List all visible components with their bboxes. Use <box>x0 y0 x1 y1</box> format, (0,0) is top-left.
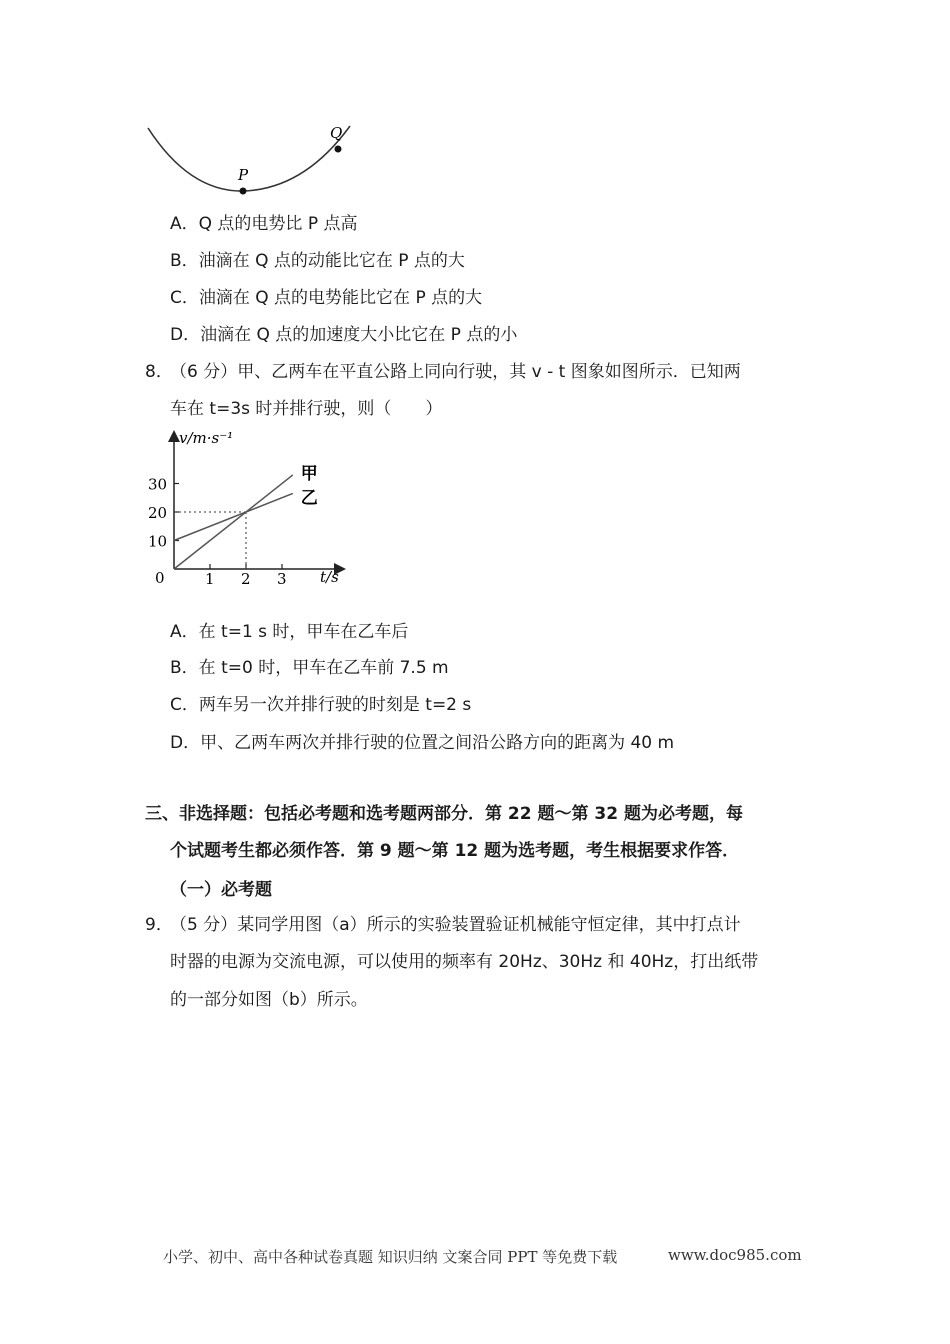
q9-number: 9． <box>145 915 173 935</box>
x-axis-label: t/s <box>320 568 339 585</box>
footer-text: 小学、初中、高中各种试卷真题 知识归纳 文案合同 PPT 等免费下载 <box>163 1248 618 1266</box>
series-label-yi: 乙 <box>300 488 318 509</box>
q9-line2: 时器的电源为交流电源，可以使用的频率有 20Hz、30Hz 和 40Hz，打出纸带 <box>170 952 759 972</box>
y-tick-label: 20 <box>148 504 168 522</box>
footer-url[interactable]: www.doc985.com <box>668 1246 802 1264</box>
series-label-jia: 甲 <box>300 463 318 484</box>
q8-stem-line1: （6 分）甲、乙两车在平直公路上同向行驶，其 v ‑ t 图象如图所示．已知两 <box>170 362 741 382</box>
q8-option-c: C．两车另一次并排行驶的时刻是 t=2 s <box>170 695 472 715</box>
x-tick-label: 2 <box>241 570 251 585</box>
q7-option-b: B．油滴在 Q 点的动能比它在 P 点的大 <box>170 251 465 271</box>
trajectory-curve <box>148 126 350 191</box>
q7-option-c: C．油滴在 Q 点的电势能比它在 P 点的大 <box>170 288 483 308</box>
point-p <box>240 188 247 195</box>
q8-stem-line2: 车在 t=3s 时并排行驶，则（ ） <box>170 399 443 419</box>
curve-figure <box>140 118 360 200</box>
x-tick-label: 3 <box>277 570 287 585</box>
y-axis-label: v/m·s⁻¹ <box>179 429 234 447</box>
q8-number: 8． <box>145 362 173 382</box>
point-q <box>335 146 342 153</box>
y-tick-label: 30 <box>148 475 168 494</box>
y-tick-label: 10 <box>148 532 168 551</box>
q8-option-d: D．甲、乙两车两次并排行驶的位置之间沿公路方向的距离为 40 m <box>170 733 675 753</box>
x-tick-label: 1 <box>205 570 215 585</box>
q9-line3: 的一部分如图（b）所示。 <box>170 990 368 1010</box>
q7-option-d: D．油滴在 Q 点的加速度大小比它在 P 点的小 <box>170 325 518 345</box>
label-q: Q <box>330 124 343 142</box>
q8-option-a: A．在 t=1 s 时，甲车在乙车后 <box>170 622 409 642</box>
q7-option-a: A．Q 点的电势比 P 点高 <box>170 214 358 234</box>
vt-chart <box>145 425 355 585</box>
section3-sub-heading: （一）必考题 <box>170 880 272 900</box>
section3-heading-line1: 三、非选择题：包括必考题和选考题两部分．第 22 题～第 32 题为必考题，每 <box>145 804 743 824</box>
series-line-yi <box>174 493 293 540</box>
q9-line1: （5 分）某同学用图（a）所示的实验装置验证机械能守恒定律，其中打点计 <box>170 915 741 935</box>
series-line-jia <box>174 475 293 569</box>
label-p: P <box>238 166 249 184</box>
origin-label: 0 <box>155 569 165 585</box>
q8-option-b: B．在 t=0 时，甲车在乙车前 7.5 m <box>170 658 449 678</box>
section3-heading-line2: 个试题考生都必须作答．第 9 题～第 12 题为选考题，考生根据要求作答． <box>170 841 740 861</box>
